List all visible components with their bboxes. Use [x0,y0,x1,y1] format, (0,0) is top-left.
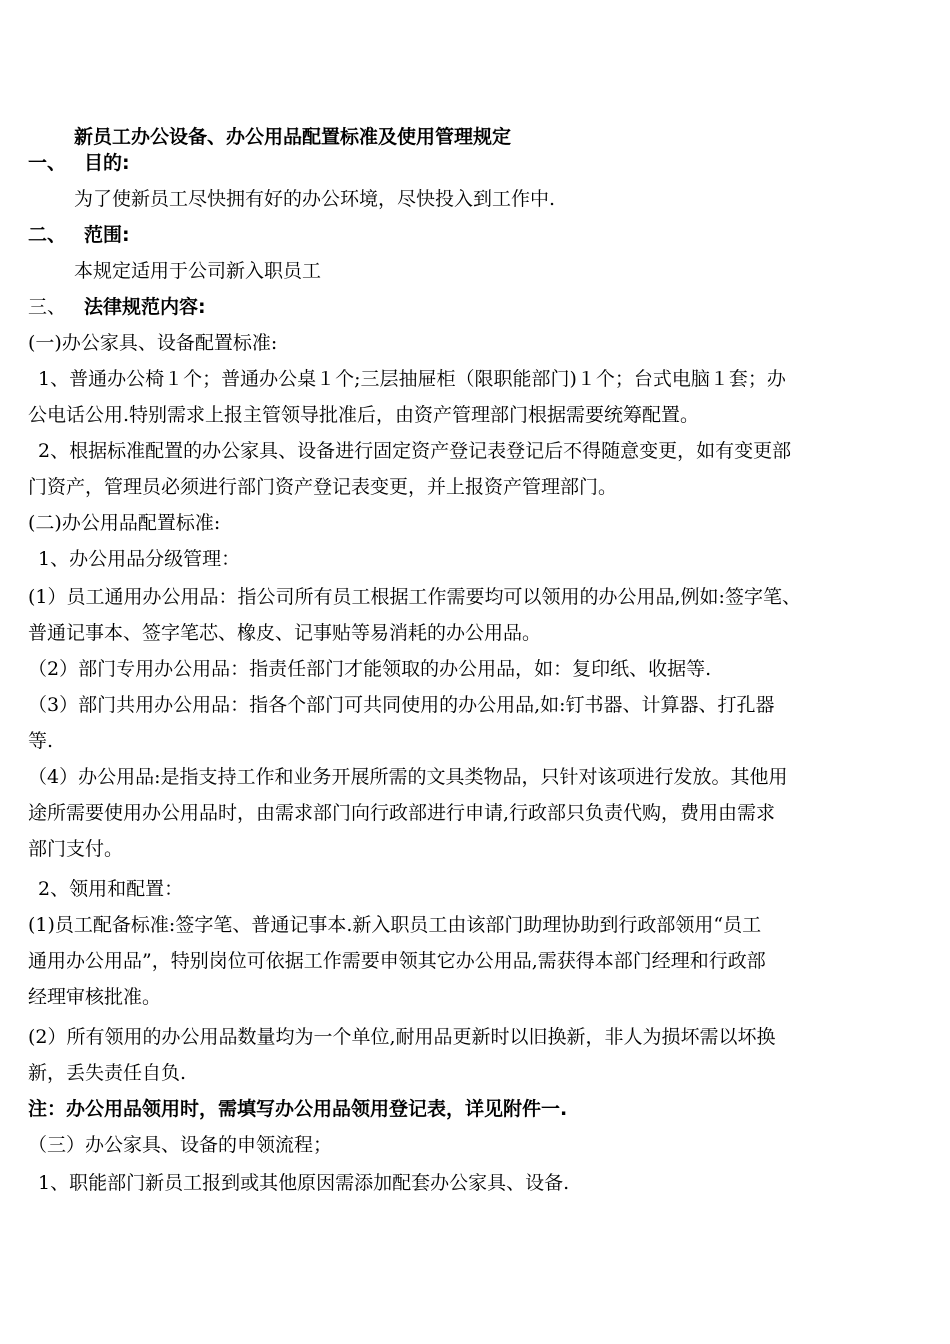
paragraph: 本规定适用于公司新入职员工 [74,260,322,282]
paragraph-line: 途所需要使用办公用品时，由需求部门向行政部进行申请,行政部只负责代购，费用由需求 [28,802,776,824]
doc-title: 新员工办公设备、办公用品配置标准及使用管理规定 [74,126,512,148]
section-title: 目的: [84,152,130,174]
subsection-heading: （三）办公家具、设备的申领流程； [28,1134,333,1156]
note-line: 注：办公用品领用时，需填写办公用品领用登记表，详见附件一. [28,1098,568,1120]
paragraph-line: 门资产，管理员必须进行部门资产登记表变更，并上报资产管理部门。 [28,476,618,498]
paragraph-line: （4）办公用品:是指支持工作和业务开展所需的文具类物品，只针对该项进行发放。其他用 [28,766,788,788]
paragraph-line: 1、普通办公椅１个；普通办公桌１个;三层抽屉柜（限职能部门)１个；台式电脑１套；办 [38,368,786,390]
paragraph-line: （3）部门共用办公用品：指各个部门可共同使用的办公用品,如:钉书器、计算器、打孔器 [28,694,775,716]
paragraph-line: 普通记事本、签字笔芯、橡皮、记事贴等易消耗的办公用品。 [28,622,542,644]
paragraph-line: 公电话公用.特别需求上报主管领导批准后，由资产管理部门根据需要统筹配置。 [28,404,700,426]
paragraph-line: (2）所有领用的办公用品数量均为一个单位,耐用品更新时以旧换新，非人为损坏需以坏换 [28,1026,776,1048]
paragraph-line: 等. [28,730,54,752]
paragraph-line: (1）员工通用办公用品：指公司所有员工根据工作需要均可以领用的办公用品,例如:签字笔、 [28,586,801,608]
paragraph-line: (1)员工配备标准:签字笔、普通记事本.新入职员工由该部门助理协助到行政部领用“员工 [28,914,762,936]
paragraph-line: （2）部门专用办公用品：指责任部门才能领取的办公用品，如：复印纸、收据等. [28,658,712,680]
paragraph-line: 1、职能部门新员工报到或其他原因需添加配套办公家具、设备. [38,1172,570,1194]
paragraph-line: 2、领用和配置： [38,878,184,900]
section-heading-1 [28,150,928,176]
subsection-heading: (二)办公用品配置标准: [28,512,221,534]
section-number: 二、 [28,224,67,246]
paragraph: 为了使新员工尽快拥有好的办公环境，尽快投入到工作中. [74,188,556,210]
paragraph-line: 部门支付。 [28,838,124,860]
section-number: 三、 [28,296,67,318]
paragraph-line: 新，丢失责任自负. [28,1062,187,1084]
section-heading-2 [28,222,928,248]
subsection-heading: (一)办公家具、设备配置标准: [28,332,278,354]
paragraph-line: 通用办公用品”，特别岗位可依据工作需要申领其它办公用品,需获得本部门经理和行政部 [28,950,766,972]
paragraph-line: 2、根据标准配置的办公家具、设备进行固定资产登记表登记后不得随意变更，如有变更部 [38,440,792,462]
paragraph-line: 1、办公用品分级管理： [38,548,241,570]
paragraph-line: 经理审核批准。 [28,986,162,1008]
section-title: 范围: [84,224,130,246]
section-number: 一、 [28,152,67,174]
section-heading-3 [28,294,928,320]
section-title: 法律规范内容: [84,296,206,318]
